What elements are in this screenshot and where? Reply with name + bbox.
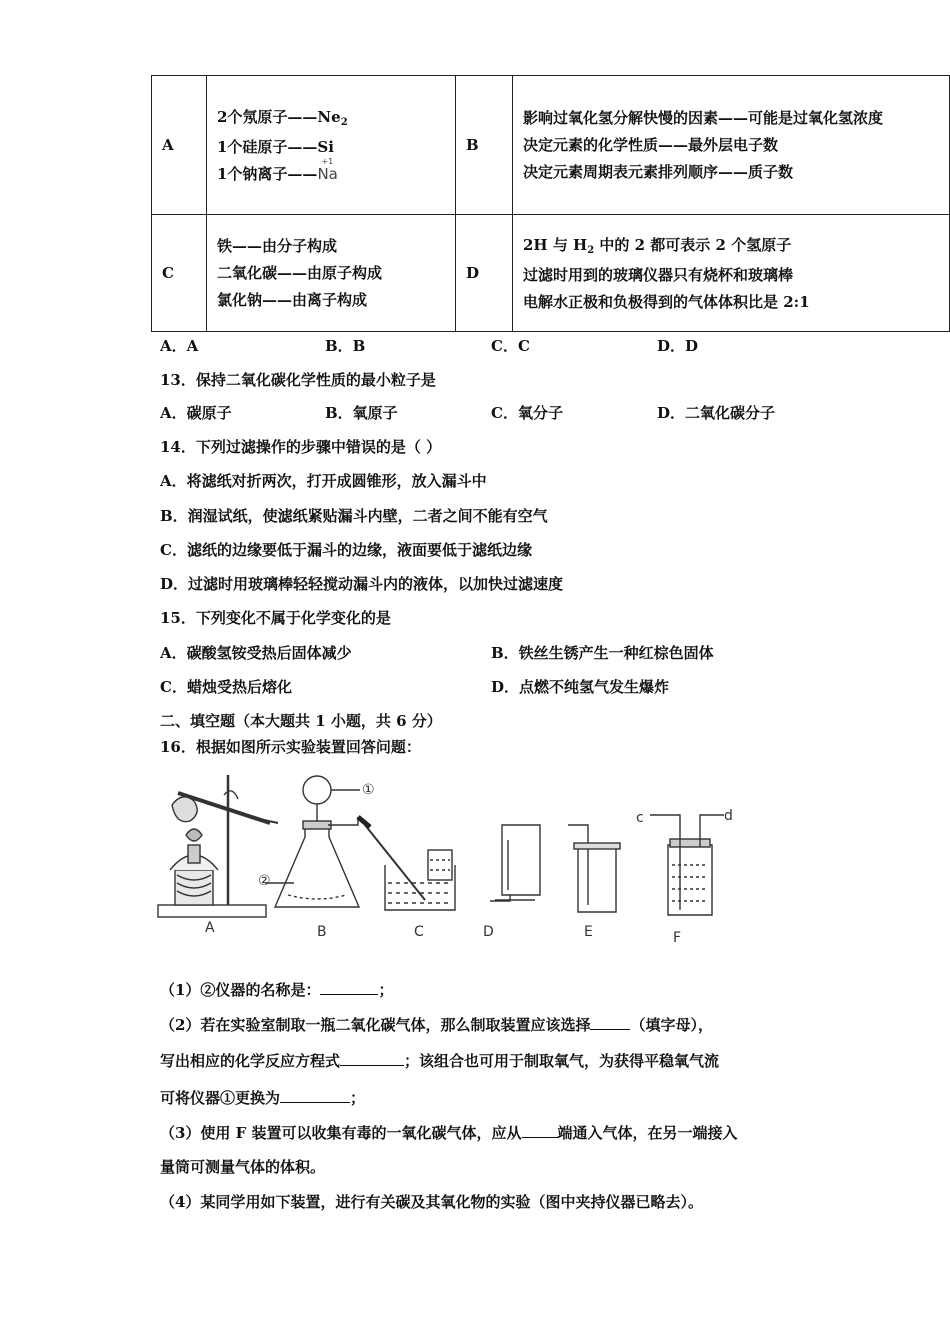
q12-c-line-2: 二氧化碳——由原子构成: [217, 264, 383, 282]
q12-b-line-3: 决定元素周期表元素排列顺序——质子数: [523, 163, 794, 181]
q12-row-2: [152, 215, 950, 332]
apparatus-a-drawing: [158, 775, 278, 917]
q14-option-b[interactable]: B．润湿试纸，使滤纸紧贴漏斗内壁，二者之间不能有空气: [160, 507, 548, 525]
q12-cell-d-letter: D: [456, 215, 513, 332]
q14-option-c[interactable]: C．滤纸的边缘要低于漏斗的边缘，液面要低于滤纸边缘: [160, 541, 532, 559]
blank-2-2[interactable]: [340, 1050, 404, 1066]
q12-d-line-1: 2H 与 $H_2$ 中的 2 都可表示 2 个氢原子: [523, 235, 792, 256]
apparatus-c-drawing: [358, 817, 455, 910]
q16-part-3: （3）使用 F 装置可以收集有毒的一氧化碳气体，应从 端通入气体，在另一端接入: [160, 1124, 738, 1142]
q13-stem: 13．保持二氧化碳化学性质的最小粒子是: [160, 371, 436, 389]
q12-option-b[interactable]: B．B: [325, 337, 366, 355]
q16-part-1: （1）②仪器的名称是： ；: [160, 981, 394, 999]
q12-b-line-1: 影响过氧化氢分解快慢的因素——可能是过氧化氢浓度: [523, 109, 884, 127]
blank-3-1[interactable]: [522, 1122, 558, 1138]
q12-cell-a: [207, 76, 456, 215]
q16-part-4: （4）某同学用如下装置，进行有关碳及其氧化物的实验（图中夹持仪器已略去）。: [160, 1193, 703, 1211]
q12-cell-d: [513, 215, 950, 332]
q12-d-line-2: 过滤时用到的玻璃仪器只有烧杯和玻璃棒: [523, 265, 794, 284]
sodium-ion-symbol: +1 Na: [317, 156, 338, 183]
blank-2-1[interactable]: [590, 1014, 630, 1030]
q14-stem: 14．下列过滤操作的步骤中错误的是（ ）: [160, 438, 442, 456]
q12-cell-c: [207, 215, 456, 332]
figure-mark-1: ①: [362, 782, 375, 798]
q15-option-a[interactable]: A．碳酸氢铵受热后固体减少: [160, 644, 352, 662]
q12-cell-c-letter: C: [152, 215, 207, 332]
figure-label-e: E: [584, 924, 593, 940]
apparatus-d-drawing: [490, 825, 540, 901]
q15-option-c[interactable]: C．蜡烛受热后熔化: [160, 678, 292, 696]
figure-port-d: d: [724, 808, 733, 824]
apparatus-figure: [150, 765, 750, 950]
q12-c-line-3: 氯化钠——由离子构成: [217, 291, 368, 309]
figure-port-c: c: [636, 810, 644, 826]
q13-option-b[interactable]: B．氧原子: [325, 404, 398, 422]
q12-option-c[interactable]: C．C: [491, 337, 530, 355]
blank-2-3[interactable]: [280, 1087, 350, 1103]
q15-option-b[interactable]: B．铁丝生锈产生一种红棕色固体: [491, 644, 714, 662]
q16-part-2-line-2: 写出相应的化学反应方程式 ；该组合也可用于制取氧气，为获得平稳氧气流: [160, 1052, 720, 1070]
figure-label-c: C: [414, 924, 424, 940]
q12-cell-b-letter: B: [456, 76, 513, 215]
q16-part-2: （2）若在实验室制取一瓶二氧化碳气体，那么制取装置应该选择 （填字母），: [160, 1016, 713, 1034]
apparatus-f-drawing: [650, 815, 724, 915]
figure-label-a: A: [205, 920, 215, 936]
q13-option-c[interactable]: C．氧分子: [491, 404, 563, 422]
figure-label-f: F: [673, 930, 682, 946]
q15-option-d[interactable]: D．点燃不纯氢气发生爆炸: [491, 678, 670, 696]
q12-b-line-2: 决定元素的化学性质——最外层电子数: [523, 136, 779, 154]
figure-mark-2: ②: [258, 873, 271, 889]
q16-stem: 16．根据如图所示实验装置回答问题：: [160, 738, 421, 756]
apparatus-e-drawing: [568, 825, 620, 912]
q16-part-2-line-3: 可将仪器①更换为 ；: [160, 1089, 366, 1107]
q12-cell-b: [513, 76, 950, 215]
q12-option-a[interactable]: A．A: [160, 337, 199, 355]
q13-option-d[interactable]: D．二氧化碳分子: [657, 404, 776, 422]
q12-d-line-3: 电解水正极和负极得到的气体体积比是 2:1: [523, 292, 810, 311]
q12-a-line-3: 1个钠离子—— +1 Na: [217, 156, 338, 183]
q12-cell-a-letter: A: [152, 76, 207, 215]
q12-option-d[interactable]: D．D: [657, 337, 699, 355]
q12-row-1: [152, 76, 950, 215]
q13-option-a[interactable]: A．碳原子: [160, 404, 232, 422]
q15-stem: 15．下列变化不属于化学变化的是: [160, 609, 391, 627]
q14-option-d[interactable]: D．过滤时用玻璃棒轻轻搅动漏斗内的液体，以加快过滤速度: [160, 575, 564, 593]
figure-label-b: B: [317, 924, 327, 940]
blank-1-1[interactable]: [320, 979, 378, 995]
figure-label-d: D: [483, 924, 494, 940]
q12-a-line-1: 2个氖原子$——Ne_2$: [217, 107, 348, 128]
q12-c-line-1: 铁——由分子构成: [217, 237, 338, 255]
q14-option-a[interactable]: A．将滤纸对折两次，打开成圆锥形，放入漏斗中: [160, 472, 487, 490]
q12-a-line-2: 1个硅原子——Si: [217, 137, 334, 156]
q16-part-3-line-2: 量筒可测量气体的体积。: [160, 1158, 326, 1176]
q12-table: [151, 75, 950, 332]
apparatus-b-drawing: [265, 776, 360, 907]
section-2-heading: 二、填空题（本大题共 1 小题，共 6 分）: [160, 712, 442, 730]
